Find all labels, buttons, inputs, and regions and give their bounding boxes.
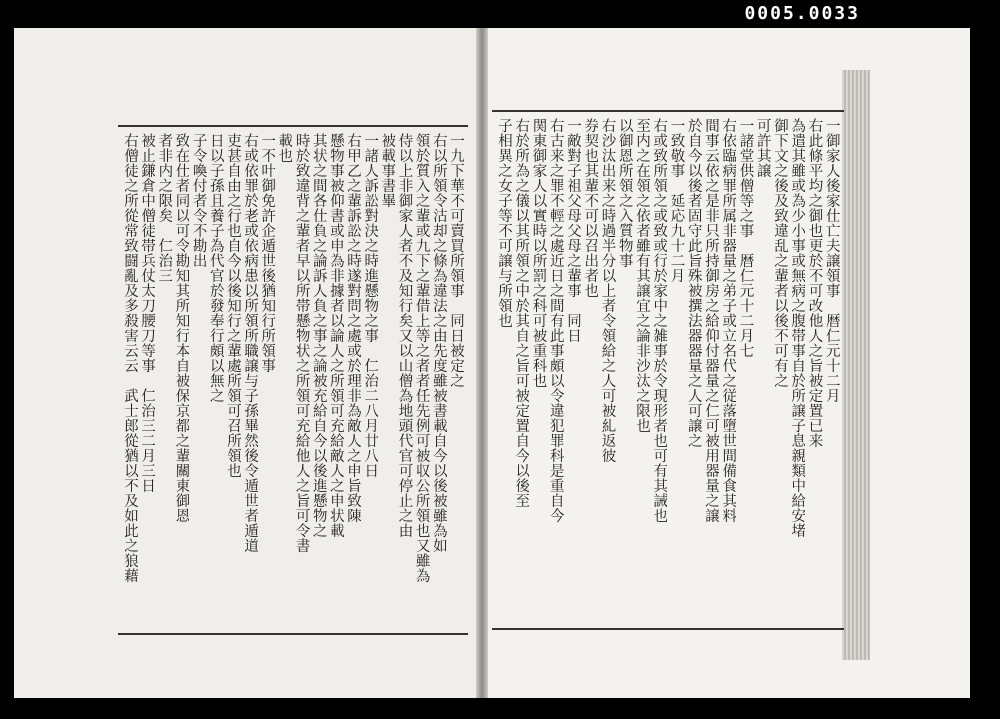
text-column: 致在仕者同以可令勘知其所知行本自被保京都之輩關東御恩 — [173, 133, 190, 523]
text-column: 於自今以後者固守此旨殊被撰法器器量之人可譲之 — [685, 118, 702, 448]
text-column: 右於所為之儀以其所領之中於其自之旨可被定置自今以後至 — [513, 118, 530, 508]
text-column: 右甲乙之輩訴訟之時遂對問之處或於理非為敵人之申旨致陳 — [345, 133, 362, 523]
text-column: 右依臨病罪所属非器量之弟子或立名代之従落墮世間備食其料 — [720, 118, 737, 523]
text-column: 右僧徒之所從常致闘亂及多殺害云云 武士郎從猶以不及如此之狼藉 — [122, 133, 138, 583]
text-column: 子相異之女子等不可譲与所領也 — [496, 118, 512, 328]
text-column: 吏甚自由之行也自今以後知行之輩處所領可召所領也 — [224, 133, 241, 478]
text-column: 右以所領令沽却之條為違法之由先度雖被書載自今以後被雖為如 — [430, 133, 447, 553]
text-column: 右古来之罪不輕之處近日之間有此事頗以令違犯罪科是重自今 — [547, 118, 564, 523]
text-column: 領於質入之輩或九下之輩借上等之者者任先例可被収公所領也又雖為 — [413, 133, 430, 583]
text-column: 右沙汰出来之時過半分以上者令領給之人可被糺返彼 — [599, 118, 616, 463]
right-page-columns — [496, 118, 840, 622]
text-column: 右或依罪於老或依病患以所領所職譲与子孫畢然後令遁世者遁道 — [242, 133, 259, 553]
text-column: 一九下華不可賣買所領事 同日被定之 — [447, 133, 464, 388]
text-column: 被止鎌倉中僧徒帯兵仗太刀腰刀等事 仁治三二月三日 — [139, 133, 156, 493]
text-column: 以御恩所領之入質物事 — [616, 118, 633, 268]
text-column: 子令喚付者令不勘出 — [190, 133, 207, 268]
book-gutter — [476, 28, 488, 698]
text-column: 一諸人訴訟對決之時進懸物之事 仁治二八月廿八日 — [362, 133, 379, 478]
text-column: 至内之在領之依者雖有其譲宜之論非沙汰之限也 — [634, 118, 650, 433]
text-column: 一致敬事 延応九十二月 — [668, 118, 685, 283]
text-column: 一不叶御免許企遁世後猶知行所領事 — [259, 133, 276, 373]
text-column: 一御家人後家仕亡夫譲領事 暦仁元十二月 — [823, 118, 840, 403]
text-column: 其状之間各仕負之論訴人負之事之論被充給自今以後進懸物之 — [310, 133, 327, 538]
text-column: 侍以上非御家人者不及知行矣又以山僧為地頭代官可停止之由 — [396, 133, 413, 538]
text-column: 券契也其輩不可以召出者也 — [582, 118, 599, 298]
text-column: 載也 — [276, 133, 293, 163]
left-page-text-block — [118, 125, 468, 635]
text-column: 右此條平均之御也更於不可改他人之旨被定置已来 — [806, 118, 823, 448]
text-column: 被載事書畢 — [379, 133, 396, 208]
scan-frame-number: 0005.0033 — [744, 3, 860, 24]
text-column: 間事云依之是非只所持御房之給仰付器量之仁可被用器量之譲 — [703, 118, 719, 523]
left-page-columns — [122, 133, 464, 627]
text-column: 時於致違背之輩者早以所帯懸物状之所領可充給他人之旨可令書 — [293, 133, 310, 553]
right-page-text-block — [492, 110, 844, 630]
text-column: 日以子孫且養子為代官於發奉行頗以無之 — [207, 133, 224, 403]
text-column: 御下文之後及致違乱之輩者以後不可有之 — [772, 118, 788, 388]
page-edges — [842, 70, 870, 660]
text-column: 関東御家人以實時以所罰之科可被重科也 — [530, 118, 547, 388]
text-column: 懸物事被仰書或申為非據者以論人之所領可充給敵人之申状載 — [327, 133, 344, 538]
text-column: 右或致所領之或致或行於家中之雑事於令現形者也可有其誡也 — [651, 118, 668, 523]
text-column: 一諸堂供僧等之事 暦仁元十二月七 — [737, 118, 754, 358]
text-column: 可許其譲 — [754, 118, 771, 178]
text-column: 一敵對子祖父母父母之輩事 同日 — [565, 118, 581, 343]
text-column: 為遣其雖或為少小事或無病之腹帯事自於所譲子息親類中給安堵 — [789, 118, 806, 538]
text-column: 者非内之限矣 仁治三 — [156, 133, 173, 283]
